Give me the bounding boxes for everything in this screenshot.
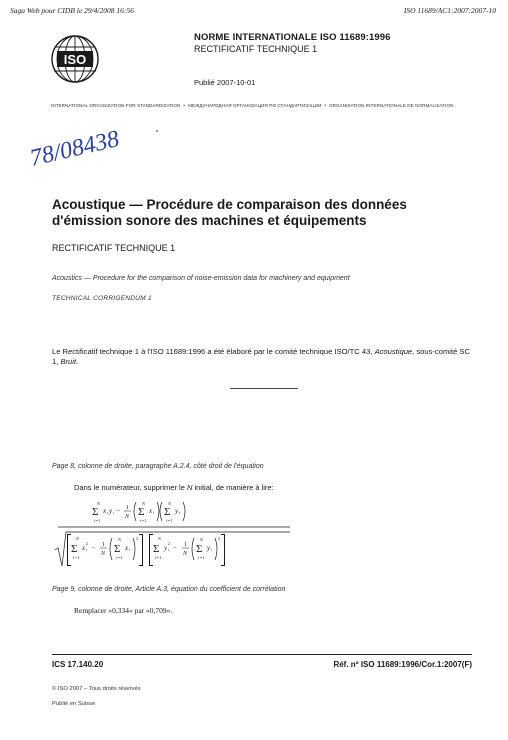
svg-text:i=1: i=1: [116, 555, 123, 560]
svg-text:i: i: [179, 510, 181, 515]
svg-text:−: −: [91, 544, 95, 552]
iso-logo-text: ISO: [63, 52, 87, 67]
svg-text:i=1: i=1: [94, 518, 101, 523]
correction-2-location: Page 9, colonne de droite, Article A.3, équation du coefficient de corrélation: [52, 586, 286, 593]
org-name-en: INTERNATIONAL ORGANIZATION FOR STANDARDIZATION: [51, 103, 181, 108]
svg-text:i: i: [153, 510, 155, 515]
svg-text:x: x: [125, 544, 129, 552]
svg-text:i: i: [129, 547, 131, 552]
svg-text:N: N: [200, 537, 204, 542]
svg-text:N: N: [183, 551, 188, 557]
svg-text:N: N: [101, 551, 106, 557]
correction-2-instruction: Remplacer «0,334» par «0,709».: [74, 606, 173, 615]
svg-text:2: 2: [136, 536, 138, 541]
standard-title: NORME INTERNATIONALE ISO 11689:1996: [194, 32, 391, 43]
svg-text:N: N: [97, 501, 101, 506]
svg-text:N: N: [125, 514, 130, 520]
printed-in: Publié en Suisse: [52, 701, 96, 707]
para-text: .: [76, 357, 79, 366]
svg-text:i: i: [168, 547, 170, 552]
fax-header-right: ISO 11689/AC1:2007:2007-10: [403, 6, 496, 15]
para-text: , sous-comité SC 1,: [52, 347, 470, 366]
svg-text:Σ: Σ: [92, 506, 99, 518]
svg-text:N: N: [118, 537, 122, 542]
svg-text:i=1: i=1: [73, 555, 80, 560]
svg-text:1: 1: [126, 505, 129, 511]
reference-number: Réf. nº ISO 11689:1996/Cor.1:2007(F): [333, 660, 472, 669]
organization-names: [51, 103, 491, 108]
svg-text:Σ: Σ: [196, 543, 203, 555]
svg-text:Σ: Σ: [71, 543, 78, 555]
svg-text:i=1: i=1: [166, 518, 173, 523]
english-title: Acoustics — Procedure for the comparison of noise-emission data for machinery and equipment: [52, 275, 350, 282]
iso-globe-logo-icon: [50, 34, 100, 84]
svg-text:y: y: [109, 507, 113, 515]
standard-subtitle: RECTIFICATIF TECHNIQUE 1: [194, 44, 318, 54]
svg-text:Σ: Σ: [138, 506, 145, 518]
org-name-ru: МЕЖДУНАРОДНАЯ ОРГАНИЗАЦИЯ ПО СТАНДАРТИЗАЦИИ: [188, 103, 322, 108]
para-acoustique: Acoustique: [374, 347, 413, 356]
svg-text:y: y: [164, 544, 168, 552]
svg-text:x: x: [103, 507, 107, 515]
separator-rule: [230, 388, 298, 389]
svg-text:x: x: [149, 507, 153, 515]
svg-text:i: i: [107, 510, 109, 515]
svg-text:1: 1: [184, 542, 187, 548]
svg-text:Σ: Σ: [153, 543, 160, 555]
svg-text:i=1: i=1: [198, 555, 205, 560]
fax-header-left: Saga Web pour CIDB le 29/4/2008 16:56: [10, 6, 134, 15]
svg-text:y: y: [207, 544, 211, 552]
para-text: Le Rectificatif technique 1 à l'ISO 11689:1996 a été élaboré par le comité technique ISO/TC 43,: [52, 347, 375, 356]
handwritten-number: [26, 118, 166, 176]
svg-text:N: N: [142, 501, 146, 506]
footer-rule: [52, 654, 472, 655]
svg-text:2: 2: [86, 541, 88, 546]
correlation-equation: [54, 494, 294, 576]
svg-text:i=1: i=1: [140, 518, 147, 523]
org-separator: •: [324, 103, 326, 108]
instruction-text: initial, de manière à lire:: [192, 483, 274, 492]
instruction-variable: N: [186, 483, 193, 492]
org-separator: •: [183, 103, 186, 108]
svg-text:i: i: [211, 547, 213, 552]
svg-text:2: 2: [218, 536, 220, 541]
svg-text:1: 1: [102, 542, 105, 548]
svg-text:Σ: Σ: [114, 543, 121, 555]
svg-text:N: N: [158, 536, 162, 541]
corrigendum-label: TECHNICAL CORRIGENDUM 1: [52, 295, 152, 302]
copyright-notice: © ISO 2007 – Tous droits réservés: [52, 686, 141, 692]
correction-1-location: Page 8, colonne de droite, paragraphe A.2.4, côté droit de l'équation: [52, 463, 264, 470]
correction-1-instruction: [74, 483, 274, 492]
instruction-text: Dans le numérateur, supprimer le: [74, 483, 187, 492]
handwritten-number-text: 78/08438: [27, 126, 122, 172]
svg-text:i: i: [86, 547, 88, 552]
para-bruit: Bruit: [60, 357, 77, 366]
svg-text:x: x: [82, 544, 86, 552]
svg-text:i: i: [113, 510, 115, 515]
rectificatif-label: RECTIFICATIF TECHNIQUE 1: [52, 243, 176, 253]
svg-text:2: 2: [168, 541, 170, 546]
intro-paragraph: [52, 347, 472, 367]
publication-date: Publié 2007-10-01: [194, 78, 256, 87]
document-title: Acoustique — Procédure de comparaison des données d'émission sonore des machines et équipements: [52, 197, 407, 228]
svg-text:N: N: [168, 501, 172, 506]
svg-text:−: −: [116, 507, 120, 515]
svg-text:−: −: [173, 544, 177, 552]
svg-text:i=1: i=1: [155, 555, 162, 560]
svg-text:N: N: [76, 536, 80, 541]
ics-code: ICS 17.140.20: [52, 660, 104, 669]
svg-text:Σ: Σ: [164, 506, 171, 518]
svg-text:y: y: [175, 507, 179, 515]
org-name-fr: ORGANISATION INTERNATIONALE DE NORMALISATION: [328, 103, 454, 108]
